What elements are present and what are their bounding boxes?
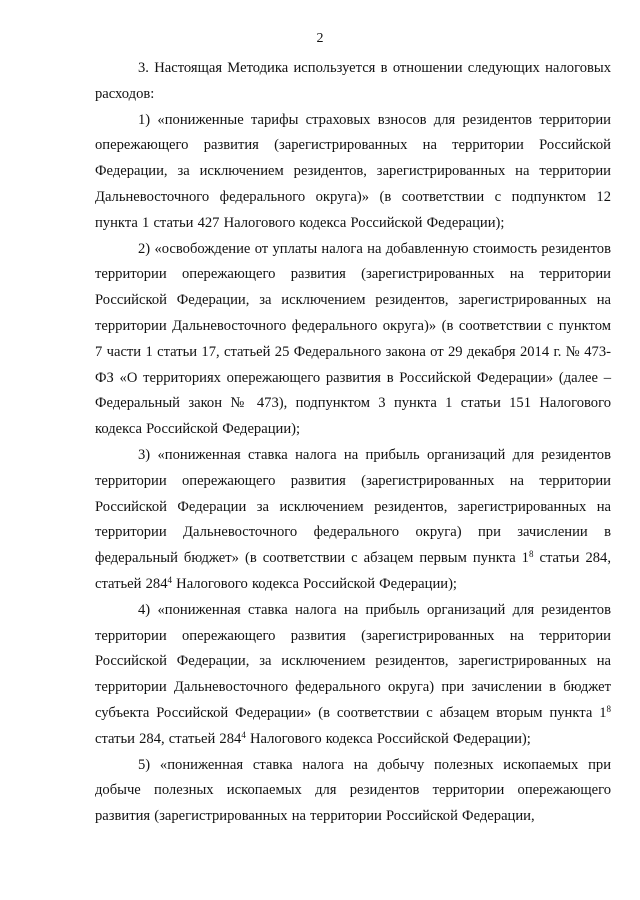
list-item-4-superscript-a: 8 <box>606 703 611 714</box>
list-item-1: 1) «пониженные тарифы страховых взносов для резидентов территории опережающего развития (зарегистрированных на территории Российской Федерации, за исключением резидентов, зарегистрированных на территории Дальневосточного федерального округа)» (в соответствии с подпунктом 12 пункта 1 статьи 427 Налогового кодекса Российской Федерации); <box>95 111 611 231</box>
document-body <box>95 56 611 830</box>
list-item-2: 2) «освобождение от уплаты налога на добавленную стоимость резидентов территории опережающего развития (зарегистрированных на территории Российской Федерации, за исключением резидентов, зарегистрированных на территории Дальневосточного федерального округа)» (в соответствии с пунктом 7 части 1 статьи 17, статьей 25 Федерального закона от 29 декабря 2014 г. № 473-ФЗ «О территориях опережающего развития в Российской Федерации» (далее – Федеральный закон № 473), подпунктом 3 пункта 1 статьи 151 Налогового кодекса Российской Федерации); <box>95 240 611 438</box>
list-item-4-text-a: 4) «пониженная ставка налога на прибыль организаций для резидентов территории опережающего развития (зарегистрированных на территории Российской Федерации, за исключением резидентов, зарегистрированных на территории Дальневосточного федерального округа) при зачислении в бюджет субъекта Российской Федерации» (в соответствии с абзацем вторым пункта 1 <box>95 601 611 721</box>
paragraph-intro: 3. Настоящая Методика используется в отношении следующих налоговых расходов: <box>95 60 611 102</box>
list-item-3 <box>95 443 611 598</box>
list-item-3-text-b: статьи 284, статьей 284 <box>95 550 611 592</box>
list-item-4 <box>95 598 611 753</box>
list-item-3-superscript-b: 4 <box>167 574 172 585</box>
list-item-4-text-b: статьи 284, статьей 284 <box>95 730 242 747</box>
list-item-4-text-c: Налогового кодекса Российской Федерации); <box>245 730 531 747</box>
list-item-4-superscript-b: 4 <box>241 729 246 740</box>
list-item-3-text-a: 3) «пониженная ставка налога на прибыль организаций для резидентов территории опережающего развития (зарегистрированных на территории Российской Федерации за исключением резидентов, зарегистрированных на территории Дальневосточного федерального округа) при зачислении в федеральный бюджет» (в соответствии с абзацем первым пункта 1 <box>95 446 611 567</box>
list-item-5: 5) «пониженная ставка налога на добычу полезных ископаемых при добыче полезных ископаемых для резидентов территории опережающего развития (зарегистрированных на территории Российской Федерации, <box>95 756 611 825</box>
list-item-3-superscript-a: 8 <box>528 549 534 560</box>
page-number: 2 <box>316 31 324 46</box>
list-item-3-text-c: Налогового кодекса Российской Федерации); <box>172 575 457 592</box>
